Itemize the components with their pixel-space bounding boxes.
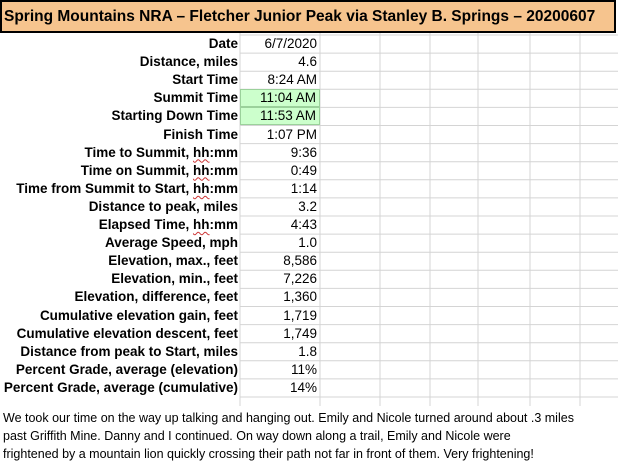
row-value[interactable]: 8:24 AM [267,72,317,88]
row-value[interactable]: 0:49 [290,162,317,178]
row-label[interactable]: Date [208,36,238,51]
row-value[interactable]: 1,749 [283,325,317,341]
row-label[interactable]: Distance to peak, miles [88,198,238,214]
row-label[interactable]: Summit Time [153,90,238,106]
row-label[interactable]: Cumulative elevation descent, feet [16,325,238,341]
row-value[interactable]: 4.6 [298,54,317,70]
row-value[interactable]: 11:53 AM [240,107,320,125]
row-value[interactable]: 4:43 [290,217,317,232]
row-label[interactable]: Time on Summit, hh:mm [80,162,238,178]
row-value[interactable]: 9:36 [290,144,317,160]
row-value[interactable]: 8,586 [283,253,317,269]
notes-line: frightened by a mountain lion quickly crossing their path not far in front of them. Very frightening! [3,447,534,461]
row-label[interactable]: Starting Down Time [111,108,238,124]
row-label[interactable]: Average Speed, mph [104,235,238,251]
row-value[interactable]: 1.0 [298,235,317,251]
row-label[interactable]: Percent Grade, average (cumulative) [3,379,238,395]
row-value[interactable]: 1,719 [283,307,317,323]
row-value[interactable]: 1.8 [298,343,317,359]
row-label[interactable]: Finish Time [163,126,238,142]
row-label[interactable]: Elevation, difference, feet [74,289,238,305]
row-label[interactable]: Elevation, max., feet [108,253,238,269]
notes-line: We took our time on the way up talking and hanging out. Emily and Nicole turned around about .3 miles [3,411,574,425]
row-label[interactable]: Distance, miles [139,54,238,70]
row-label[interactable]: Time from Summit to Start, hh:mm [16,180,238,196]
row-label[interactable]: Elevation, min., feet [111,271,238,287]
row-value[interactable]: 11:04 AM [240,89,320,107]
row-value[interactable]: 3.2 [298,198,317,214]
row-value[interactable]: 6/7/2020 [264,36,317,51]
row-value[interactable]: 7,226 [283,271,317,287]
notes-line: past Griffith Mine. Danny and I continued. On way down along a trail, Emily and Nicole were [3,429,511,443]
title-cell[interactable]: Spring Mountains NRA – Fletcher Junior Peak via Stanley B. Springs – 20200607 [0,0,616,33]
row-label[interactable]: Distance from peak to Start, miles [20,343,238,359]
row-value[interactable]: 14% [289,379,317,395]
row-value[interactable]: 1:14 [290,180,317,196]
row-label[interactable]: Time to Summit, hh:mm [84,144,238,160]
row-value[interactable]: 11% [290,361,317,377]
row-label[interactable]: Start Time [172,72,238,88]
row-value[interactable]: 1:07 PM [266,126,317,142]
row-label[interactable]: Cumulative elevation gain, feet [39,307,238,323]
row-value[interactable]: 1,360 [283,289,317,305]
row-label[interactable]: Elapsed Time, hh:mm [98,217,238,232]
notes-cell[interactable] [0,406,618,463]
row-label[interactable]: Percent Grade, average (elevation) [15,361,238,377]
